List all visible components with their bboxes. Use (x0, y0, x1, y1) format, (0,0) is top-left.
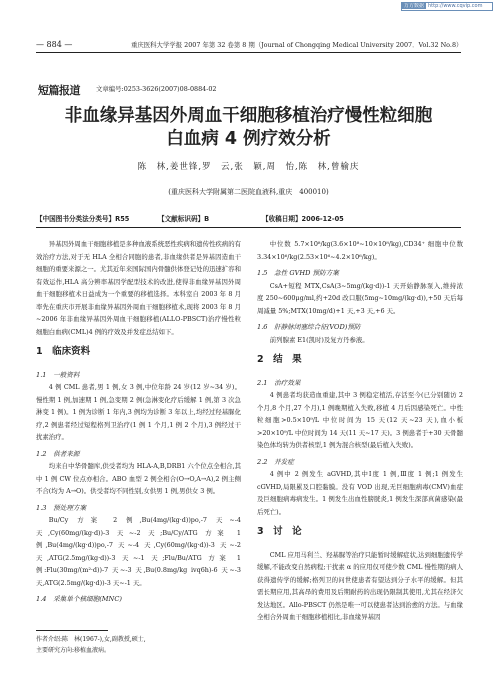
received-date: 【收稿日期】2006-12-05 (262, 215, 344, 223)
subsection-heading: 2.2 并发症 (257, 457, 294, 466)
subsection-heading: 1.6 肝静脉闭塞综合征(VOD)预防 (257, 323, 361, 331)
section-heading-1: 1 临床资料 (36, 346, 91, 357)
watermark-stamp (401, 2, 493, 11)
abstract-paragraph: 异基因外周血干细胞移植是多种血液系统恶性疾病和遗传性疾病的有效治疗方法,对于无 HLA 全相合同胞的患者,非血缘供者是异基因造血干细胞的重要来源之一。尤其近年来国际国内骨髓供体登记处的迅速扩容和有效运作,HLA 高分辨率基因学配型技术的改进,使得非血缘异基因外周血干细胞移植术日益成为一个重要的移植选择。本科室自 2003 年 8 月率先在重庆市开展非血缘异基因外周血干细胞移植术,现将 2003 年 8 月~2006 年非血缘异基因外周血干细胞移植(ALLO-PBSCT)治疗慢性粒细胞白血病(CML)4 例的疗效及并发症总结如下。 (36, 240, 241, 336)
page-number: — 884 — (36, 40, 73, 49)
author-list: 陈 林,姜世锋,罗 云,张 颖,周 怡,陈 林,曾榆庆 (137, 162, 360, 172)
stamp-url: http://www.cqvip.com (428, 3, 483, 9)
section-heading-2: 2 结 果 (257, 354, 302, 365)
body-paragraph: CML 应用马利兰、羟基脲等治疗只能暂时缓解症状,达到细胞遗传学缓解,不能改变自然病程;干扰素 α 的应用仅可使少数 CML 慢性期的病人获得遗传学的缓解;格列卫的问世使患者有望达到分子水平的缓解。但其需长期应用,其高昂的费用及后期耐药的出现仍限制其使用,尤其在经济欠发达地区。Allo-PBSCT 仍然是唯一可以使患者达到治愈的方法。与血缘全相合外周血干细胞移植相比,非血缘异基因 (257, 550, 463, 621)
running-header (36, 38, 461, 52)
stamp-label: 万方数据 (404, 3, 425, 9)
title-line-2: 白血病 4 例疗效分析 (166, 129, 331, 149)
subsection-heading: 1.4 采集单个核细胞(MNC) (36, 595, 122, 603)
footnote-author: 作者介绍:陈 林(1967-),女,副教授,硕士, (36, 636, 146, 643)
article-number: 文章编号:0253-3626(2007)08-0884-02 (96, 85, 217, 93)
subsection-heading: 1.5 急性 GVHD 预防方案 (257, 269, 339, 277)
body-paragraph: Bu/Cy 方案 2 例,Bu(4mg/(kg·d))po,-7 天~-4 天,Cy(60mg/(kg·d))-3 天~-2 天;Bu/Cy/ATG 方案 1 例,Bu(4mg/(kg·d))po,-7 天~-4 天,Cy(60mg/(kg·d))-3 天~-2 天,ATG(2.5mg/(kg·d))-3 天~-1 天;Flu/Bu/ATG 方案 1 例:Flu(30mg/(m²·d))-7 天~-3 天,Bu(0.8mg/kg ivq6h)-6 天~-3 天,ATG(2.5mg/(kg·d))-3 天~-1 天。 (36, 516, 241, 587)
body-paragraph: 中位数 5.7×10⁸/kg(3.6×10⁸~10×10⁸/kg),CD34⁺ 细胞中位数 3.34×10⁶/kg(2.53×10⁶~4.2×10⁶/kg)。 (257, 240, 463, 261)
subsection-heading: 1.3 预处理方案 (36, 503, 87, 512)
body-paragraph: 4 例 CML 患者,男 1 例,女 3 例,中位年龄 24 岁(12 岁~34 岁)。慢性期 1 例,加速期 1 例,急变期 2 例(急淋变化疗后缓解 1 例,第 3 次急淋变 1 例)。1 例为诊断 1 年内,3 例均为诊断 3 年以上,均经过羟基脲化疗,2 例患者经过短程格列卫治疗(1 例 1 个月,1 例 2 个月),3 例经过干扰素治疗。 (36, 383, 241, 441)
footnote (36, 634, 241, 656)
section-heading-3: 3 讨 论 (257, 526, 302, 537)
subsection-heading: 2.1 治疗效果 (257, 378, 301, 387)
article-type: 短篇报道 (38, 84, 80, 97)
footnote-rule (36, 630, 108, 631)
subsection-heading: 1.1 一般资料 (36, 370, 80, 379)
body-paragraph: CsA+短程 MTX,CsA(3~5mg/(kg·d))-1 天开始静脉泵入,维持浓度 250~600μg/ml,约+20d 改口服(5mg~10mg/(kg·d)),+50 天后每周减量 5%;MTX(10mg/d)+1 天,+3 天,+6 天。 (257, 281, 463, 315)
meta-rule (36, 227, 461, 228)
body-paragraph: 均来自中华骨髓库,供受者均为 HLA-A,B,DRB1 六个位点全相合,其中 1 例 CW 位点亦相合。ABO 血型 2 例全相合(O→O,A→A),2 例主侧不合(均为 A→O)。供受者均不同性别,女供男 1 例,男供女 3 例。 (36, 462, 241, 495)
right-column (257, 238, 463, 624)
document-code: 【文献标识码】B (158, 215, 210, 223)
clc-number: 【中国图书分类法分类号】R55 (36, 215, 130, 223)
article-title (0, 105, 497, 151)
body-paragraph: 前列腺素 E1(凯时)及复方丹参液。 (269, 335, 369, 344)
left-column (36, 238, 241, 606)
subsection-heading: 1.2 供者来源 (36, 449, 80, 458)
body-paragraph: 4 例患者均获造血重建,其中 3 例稳定植活,存活至今(已分别随访 2 个月,8 个月,27 个月),1 例晚期植入失败,移植 4 月后因感染死亡。中性粒细胞>0.5×10⁹/L 中位时间为 15 天(12 天~23 天),血小板>20×10⁹/L 中位时间为 14 天(11 天~17 天)。3 例患者于+30 天骨髓染色体均转为供者核型,1 例为混合核型(最后植入失败)。 (257, 391, 463, 449)
affiliation: (重庆医科大学附属第二医院血液科,重庆 400010) (168, 188, 329, 196)
footnote-research: 主要研究方向:移植血液病。 (36, 647, 111, 654)
body-paragraph: 4 例中 2 例发生 aGVHD,其中Ⅰ度 1 例,Ⅲ度 1 例;1 例发生 cGVHD,局限累及口腔黏膜。没有 VOD 出现,无巨细胞病毒(CMV)血症及巨细胞病毒病发生。1 例发生出血性膀胱炎,1 例发生深部真菌感染(最后死亡)。 (257, 470, 463, 516)
header-rule (36, 52, 461, 53)
journal-citation: 重庆医科大学学报 2007 年第 32 卷第 8 期（Journal of Chongqing Medical University 2007．Vol.32 No.8） (131, 41, 463, 49)
title-line-1: 非血缘异基因外周血干细胞移植治疗慢性粒细胞 (64, 106, 433, 126)
